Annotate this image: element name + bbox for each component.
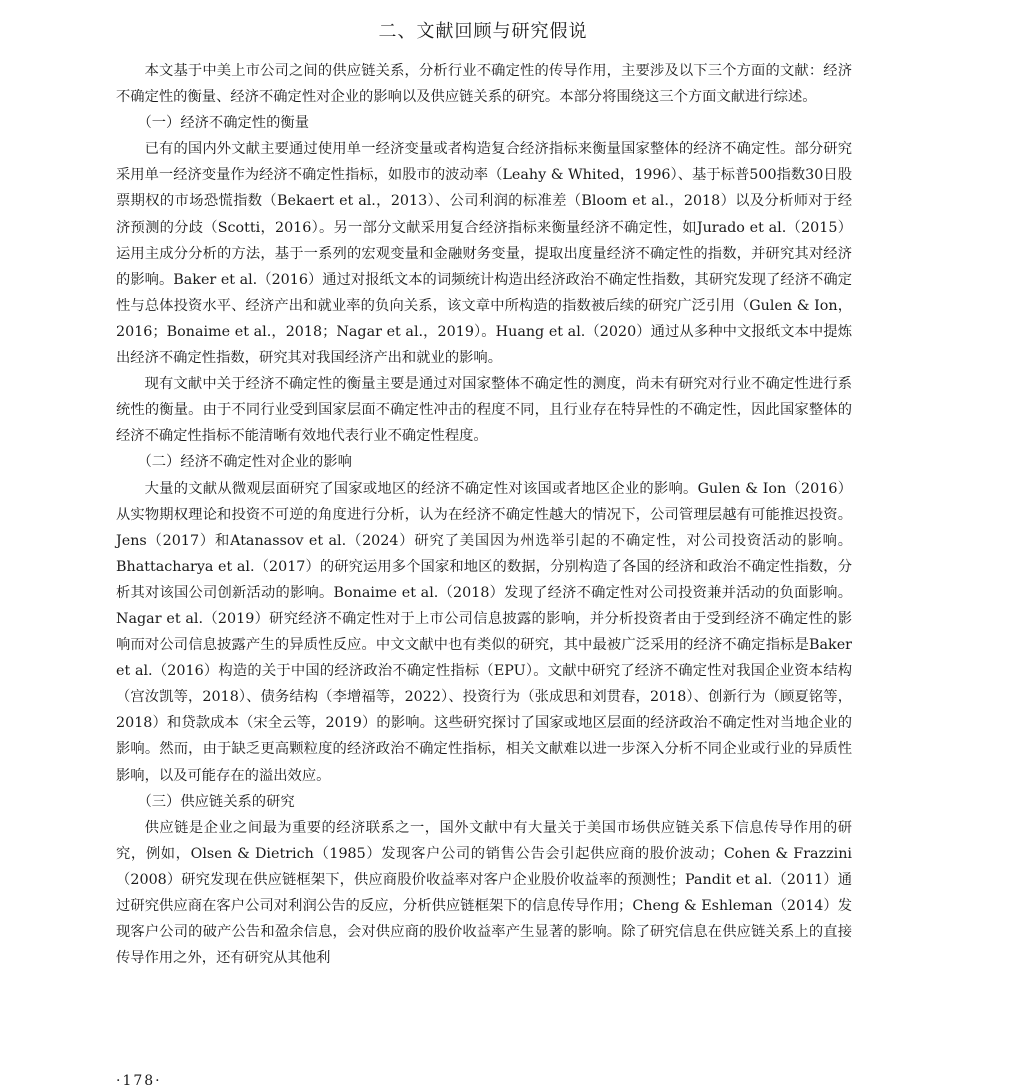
section-title: 二、文献回顾与研究假说 — [378, 21, 588, 42]
paragraph-measurement-gap: 现有文献中关于经济不确定性的衡量主要是通过对国家整体不确定性的测度，尚未有研究对行业不确定性进行系统性的衡量。由于不同行业受到国家层面不确定性冲击的程度不同，且行业存在特异性的不确定性，因此国家整体的经济不确定性指标不能清晰有效地代表行业不确定性程度。 — [116, 376, 852, 445]
subheading-measurement: （一）经济不确定性的衡量 — [137, 115, 309, 132]
paragraph-supply-chain: 供应链是企业之间最为重要的经济联系之一，国外文献中有大量关于美国市场供应链关系下信息传导作用的研究，例如，Olsen & Dietrich（1985）发现客户公司的销售公告会引起供应商的股价波动；Cohen & Frazzini（2008）研究发现在供应链框架下，供应商股价收益率对客户企业股价收益率的预测性；Pandit et al.（2011）通过研究供应商在客户公司对利润公告的反应，分析供应链框架下的信息传导作用；Cheng & Eshleman（2014）发现客户公司的破产公告和盈余信息，会对供应商的股价收益率产生显著的影响。除了研究信息在供应链关系上的直接传导作用之外，还有研究从其他利 — [116, 819, 852, 967]
page-number: ·178· — [116, 1073, 162, 1089]
body-text — [116, 58, 852, 971]
paragraph-measurement-literature: 已有的国内外文献主要通过使用单一经济变量或者构造复合经济指标来衡量国家整体的经济不确定性。部分研究采用单一经济变量作为经济不确定性指标，如股市的波动率（Leahy & Whited，1996）、基于标普500指数30日股票期权的市场恐慌指数（Bekaert et al.，2013）、公司利润的标准差（Bloom et al.，2018）以及分析师对于经济预测的分歧（Scotti，2016）。另一部分文献采用复合经济指标来衡量经济不确定性，如Jurado et al.（2015）运用主成分分析的方法，基于一系列的宏观变量和金融财务变量，提取出度量经济不确定性的指数，并研究其对经济的影响。Baker et al.（2016）通过对报纸文本的词频统计构造出经济政治不确定性指数，其研究发现了经济不确定性与总体投资水平、经济产出和就业率的负向关系，该文章中所构造的指数被后续的研究广泛引用（Gulen & Ion，2016；Bonaime et al.，2018；Nagar et al.，2019）。Huang et al.（2020）通过从多种中文报纸文本中提炼出经济不确定性指数，研究其对我国经济产出和就业的影响。 — [116, 141, 852, 367]
paragraph-firm-impact: 大量的文献从微观层面研究了国家或地区的经济不确定性对该国或者地区企业的影响。Gulen & Ion（2016）从实物期权理论和投资不可逆的角度进行分析，认为在经济不确定性越大的情况下，公司管理层越有可能推迟投资。Jens（2017）和Atanassov et al.（2024）研究了美国因为州选举引起的不确定性，对公司投资活动的影响。Bhattacharya et al.（2017）的研究运用多个国家和地区的数据，分别构造了各国的经济和政治不确定性指数，分析其对该国公司创新活动的影响。Bonaime et al.（2018）发现了经济不确定性对公司投资兼并活动的负面影响。Nagar et al.（2019）研究经济不确定性对于上市公司信息披露的影响，并分析投资者由于受到经济不确定性的影响而对公司信息披露产生的异质性反应。中文文献中也有类似的研究，其中最被广泛采用的经济不确定指标是Baker et al.（2016）构造的关于中国的经济政治不确定性指标（EPU）。文献中研究了经济不确定性对我国企业资本结构（宫汝凯等，2018）、债务结构（李增福等，2022）、投资行为（张成思和刘贯春，2018）、创新行为（顾夏铭等，2018）和贷款成本（宋全云等，2019）的影响。这些研究探讨了国家或地区层面的经济政治不确定性对当地企业的影响。然而，由于缺乏更高颗粒度的经济政治不确定性指标，相关文献难以进一步深入分析不同企业或行业的异质性影响，以及可能存在的溢出效应。 — [116, 480, 852, 784]
intro-paragraph: 本文基于中美上市公司之间的供应链关系，分析行业不确定性的传导作用，主要涉及以下三个方面的文献：经济不确定性的衡量、经济不确定性对企业的影响以及供应链关系的研究。本部分将围绕这三个方面文献进行综述。 — [116, 63, 852, 106]
subheading-firm-impact: （二）经济不确定性对企业的影响 — [137, 454, 352, 471]
subheading-supply-chain: （三）供应链关系的研究 — [137, 793, 295, 810]
